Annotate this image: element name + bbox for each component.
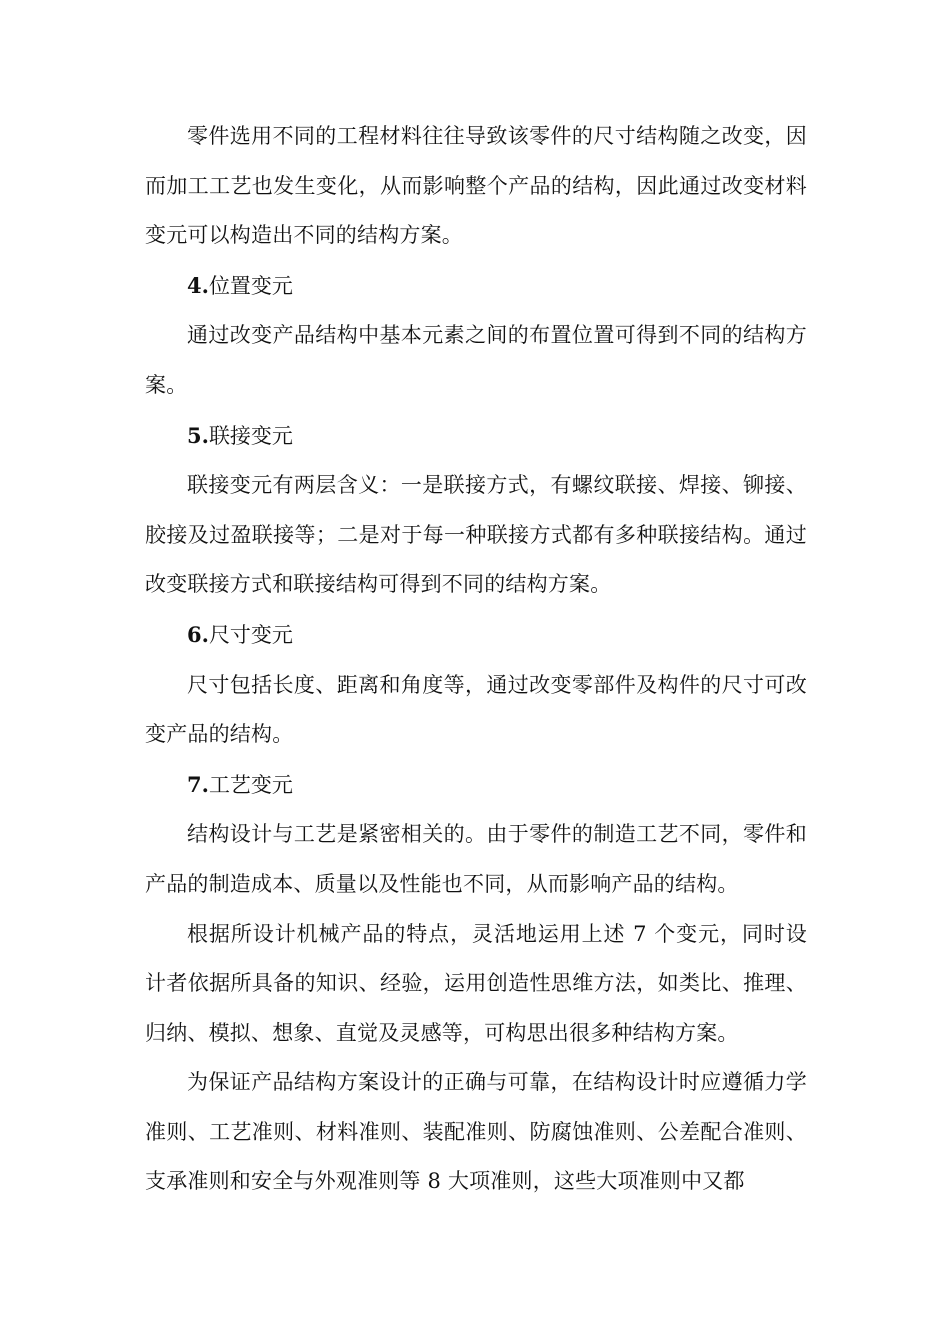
paragraph-material-variable: 零件选用不同的工程材料往往导致该零件的尺寸结构随之改变，因而加工工艺也发生变化，从而影响整个产品的结构，因此通过改变材料变元可以构造出不同的结构方案。 bbox=[145, 124, 807, 248]
document-page bbox=[145, 112, 807, 1207]
heading-process-variable bbox=[145, 760, 807, 811]
paragraph-connection-variable: 联接变元有两层含义：一是联接方式，有螺纹联接、焊接、铆接、胶接及过盈联接等；二是对于每一种联接方式都有多种联接结构。通过改变联接方式和联接结构可得到不同的结构方案。 bbox=[145, 473, 807, 597]
heading-title: 工艺变元 bbox=[208, 772, 293, 797]
heading-number: 4. bbox=[187, 272, 209, 298]
heading-size-variable bbox=[145, 610, 807, 661]
heading-connection-variable bbox=[145, 411, 807, 462]
heading-number: 7. bbox=[187, 771, 209, 797]
heading-position-variable bbox=[145, 261, 807, 312]
paragraph-position-variable: 通过改变产品结构中基本元素之间的布置位置可得到不同的结构方案。 bbox=[145, 323, 807, 397]
paragraph-process-variable: 结构设计与工艺是紧密相关的。由于零件的制造工艺不同，零件和产品的制造成本、质量以及性能也不同，从而影响产品的结构。 bbox=[145, 822, 807, 896]
heading-title: 位置变元 bbox=[208, 273, 293, 298]
paragraph-design-criteria: 为保证产品结构方案设计的正确与可靠，在结构设计时应遵循力学准则、工艺准则、材料准则、装配准则、防腐蚀准则、公差配合准则、支承准则和安全与外观准则等 8 大项准则，这些大项准则中又都 bbox=[145, 1070, 807, 1194]
paragraph-size-variable: 尺寸包括长度、距离和角度等，通过改变零部件及构件的尺寸可改变产品的结构。 bbox=[145, 672, 807, 747]
paragraph-seven-variables-summary: 根据所设计机械产品的特点，灵活地运用上述 7 个变元，同时设计者依据所具备的知识、经验，运用创造性思维方法，如类比、推理、归纳、模拟、想象、直觉及灵感等，可构思出很多种结构方案。 bbox=[145, 921, 807, 1045]
heading-number: 5. bbox=[187, 422, 209, 448]
heading-title: 尺寸变元 bbox=[208, 622, 293, 647]
heading-title: 联接变元 bbox=[208, 423, 293, 448]
heading-number: 6. bbox=[187, 621, 209, 647]
